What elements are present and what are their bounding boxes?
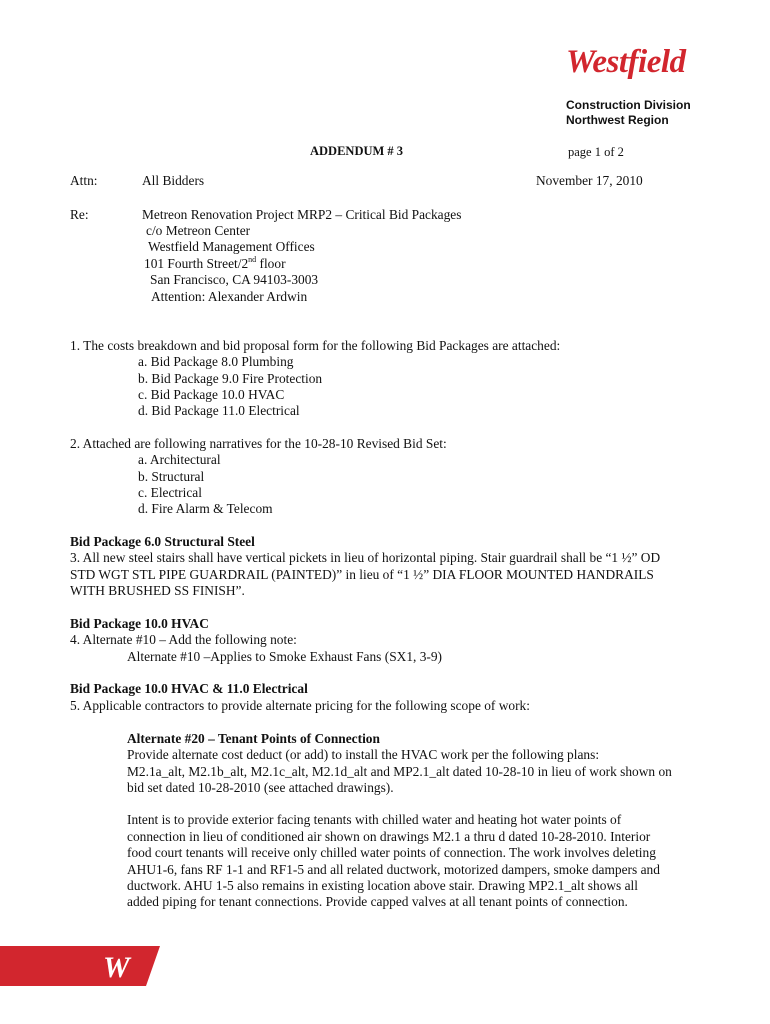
re-address-street: 101 Fourth Street/2nd floor xyxy=(144,255,286,271)
item-1-sub-d: d. Bid Package 11.0 Electrical xyxy=(138,403,300,418)
bp10-11-line: 5. Applicable contractors to provide alternate pricing for the following scope of work: xyxy=(70,698,530,713)
alt20-para1-line-1: Provide alternate cost deduct (or add) to install the HVAC work per the following plans: xyxy=(127,747,600,762)
re-attention: Attention: Alexander Ardwin xyxy=(151,289,308,304)
item-1-text: 1. The costs breakdown and bid proposal form for the following Bid Packages are attached: xyxy=(70,338,561,353)
alt20-para2-line-5: ductwork. AHU 1-5 also remains in existing location above stair. Drawing MP2.1_alt shows all xyxy=(127,878,639,893)
re-project: Metreon Renovation Project MRP2 – Critical Bid Packages xyxy=(142,207,462,222)
attn-label: Attn: xyxy=(70,173,98,188)
alt20-para1-line-3: bid set dated 10-28-2010 (see attached drawings). xyxy=(127,780,394,795)
page-number: page 1 of 2 xyxy=(568,145,624,159)
item-2-sub-d: d. Fire Alarm & Telecom xyxy=(138,501,273,516)
addendum-title: ADDENDUM # 3 xyxy=(310,144,404,158)
re-address-line1: c/o Metreon Center xyxy=(146,223,251,238)
westfield-logo: Westfield xyxy=(566,44,686,80)
bp10-heading: Bid Package 10.0 HVAC xyxy=(70,616,209,631)
item-1-sub-b: b. Bid Package 9.0 Fire Protection xyxy=(138,371,323,386)
bp6-line-1: 3. All new steel stairs shall have vertical pickets in lieu of horizontal piping. Stair guardrail shall be “1 ½” OD xyxy=(70,550,661,565)
alt20-para2-line-2: connection in lieu of conditioned air shown on drawings M2.1 a thru d dated 10-28-2010. Interior xyxy=(127,829,651,844)
bp6-line-2: STD WGT STL PIPE GUARDRAIL (PAINTED)” in lieu of “1 ½” DIA FLOOR MOUNTED HANDRAILS xyxy=(70,567,654,582)
item-2-text: 2. Attached are following narratives for the 10-28-10 Revised Bid Set: xyxy=(70,436,447,451)
alt20-para2-line-4: AHU1-6, fans RF 1-1 and RF1-5 and all related ductwork, motorized dampers, smoke dampers and xyxy=(127,862,660,877)
re-address-city: San Francisco, CA 94103-3003 xyxy=(150,272,319,287)
division-label: Construction Division xyxy=(566,98,691,112)
region-label: Northwest Region xyxy=(566,113,669,127)
bp10-line: 4. Alternate #10 – Add the following note: xyxy=(70,632,297,647)
alt20-para2-line-1: Intent is to provide exterior facing tenants with chilled water and heating hot water points of xyxy=(127,812,622,827)
bp6-line-3: WITH BRUSHED SS FINISH”. xyxy=(70,583,245,598)
footer-logo-mark xyxy=(0,946,160,986)
re-address-line2: Westfield Management Offices xyxy=(148,239,315,254)
item-1-sub-c: c. Bid Package 10.0 HVAC xyxy=(138,387,285,402)
alt20-para2-line-6: added piping for tenant connections. Provide capped valves at all tenant points of connection. xyxy=(127,894,628,909)
alt20-para2-line-3: food court tenants will receive only chilled water points of connection. The work involves deleting xyxy=(127,845,656,860)
attn-value: All Bidders xyxy=(142,173,205,188)
footer-logo-letter: W xyxy=(103,951,130,984)
re-label: Re: xyxy=(70,207,89,222)
letter-date: November 17, 2010 xyxy=(536,173,643,188)
item-2-sub-b: b. Structural xyxy=(138,469,205,484)
bp10-11-heading: Bid Package 10.0 HVAC & 11.0 Electrical xyxy=(70,681,308,696)
item-2-sub-c: c. Electrical xyxy=(138,485,202,500)
bp10-sub: Alternate #10 –Applies to Smoke Exhaust Fans (SX1, 3-9) xyxy=(127,649,443,664)
alt20-heading: Alternate #20 – Tenant Points of Connection xyxy=(127,731,380,746)
item-2-sub-a: a. Architectural xyxy=(138,452,221,467)
item-1-sub-a: a. Bid Package 8.0 Plumbing xyxy=(138,354,294,369)
alt20-para1-line-2: M2.1a_alt, M2.1b_alt, M2.1c_alt, M2.1d_alt and MP2.1_alt dated 10-28-10 in lieu of work shown on xyxy=(127,764,672,779)
bp6-heading: Bid Package 6.0 Structural Steel xyxy=(70,534,255,549)
